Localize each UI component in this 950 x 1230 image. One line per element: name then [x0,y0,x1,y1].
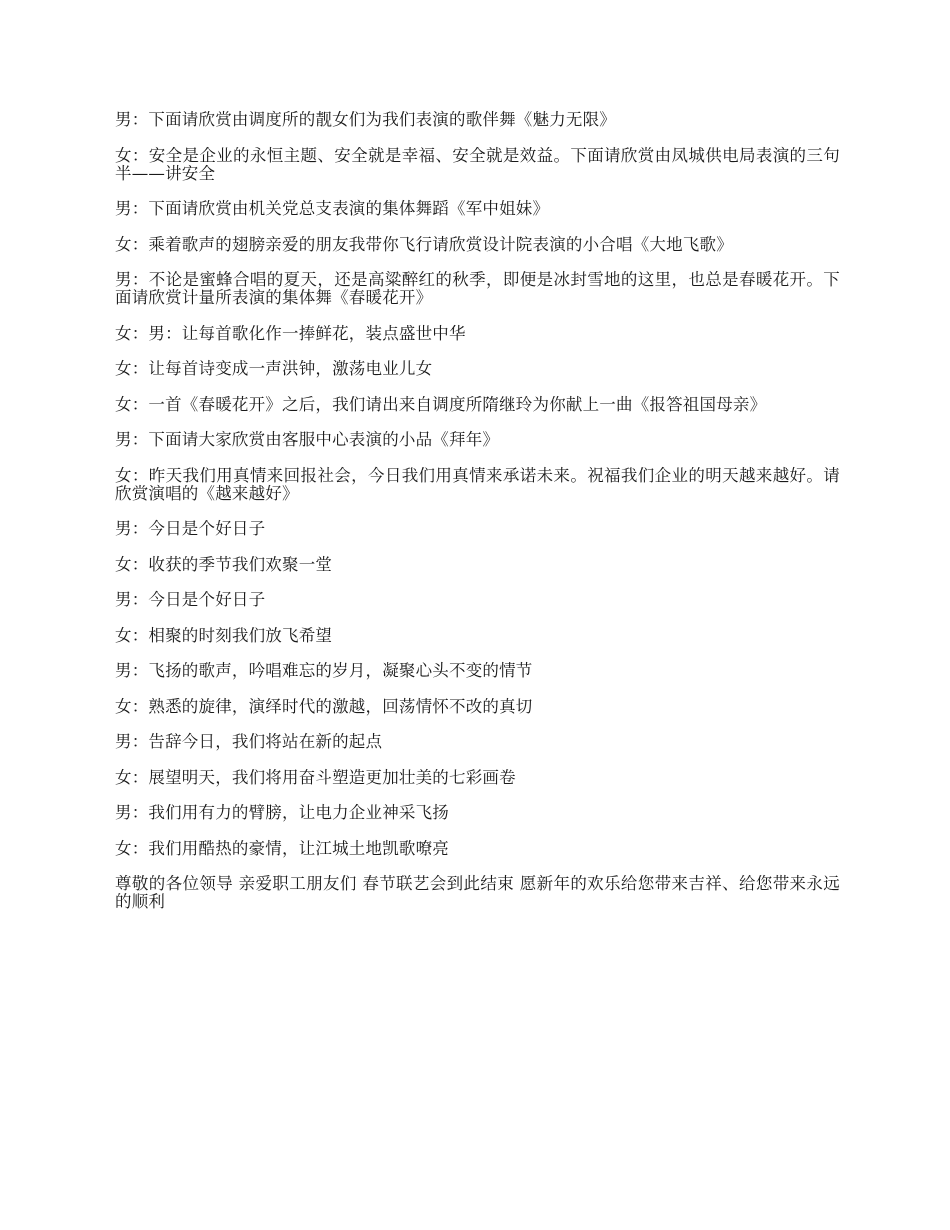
paragraph-4: 女：乘着歌声的翅膀亲爱的朋友我带你飞行请欣赏设计院表演的小合唱《大地飞歌》 [115,234,733,254]
paragraph-11: 男：今日是个好日子 [115,519,266,538]
paragraph-12: 女：收获的季节我们欢聚一堂 [115,554,333,574]
paragraph-7: 女：让每首诗变成一声洪钟，激荡电业儿女 [115,359,433,378]
paragraph-16: 女：熟悉的旋律，演绎时代的激越，回荡情怀不改的真切 [115,696,533,716]
paragraph-20: 女：我们用酷热的豪情，让江城土地凯歌嘹亮 [115,838,449,858]
paragraph-14: 女：相聚的时刻我们放飞希望 [115,625,333,645]
paragraph-1: 男：下面请欣赏由调度所的靓女们为我们表演的歌伴舞《魅力无限》 [115,110,616,129]
document-body [115,111,840,929]
paragraph-3: 男：下面请欣赏由机关党总支表演的集体舞蹈《军中姐妹》 [115,199,550,218]
paragraph-9: 男：下面请大家欣赏由客服中心表演的小品《拜年》 [115,430,500,449]
paragraph-10: 女：昨天我们用真情来回报社会，今日我们用真情来承诺未来。祝福我们企业的明天越来越好。请欣赏演唱的《越来越好》 [115,465,840,503]
paragraph-18: 女：展望明天，我们将用奋斗塑造更加壮美的七彩画卷 [115,767,516,787]
paragraph-15: 男：飞扬的歌声，吟唱难忘的岁月，凝聚心头不变的情节 [115,661,533,680]
paragraph-6: 女：男：让每首歌化作一捧鲜花，装点盛世中华 [115,323,466,343]
paragraph-13: 男：今日是个好日子 [115,590,266,609]
paragraph-21: 尊敬的各位领导 亲爱职工朋友们 春节联艺会到此结束 愿新年的欢乐给您带来吉祥、给您带来永远的顺利 [115,874,840,911]
paragraph-8: 女：一首《春暖花开》之后，我们请出来自调度所隋继玲为你献上一曲《报答祖国母亲》 [115,394,767,414]
paragraph-17: 男：告辞今日，我们将站在新的起点 [115,732,383,751]
paragraph-2: 女：安全是企业的永恒主题、安全就是幸福、安全就是效益。下面请欣赏由凤城供电局表演的三句半——讲安全 [115,145,840,183]
paragraph-5: 男：不论是蜜蜂合唱的夏天，还是高粱醉红的秋季，即便是冰封雪地的这里，也总是春暖花开。下面请欣赏计量所表演的集体舞《春暖花开》 [115,270,840,307]
paragraph-19: 男：我们用有力的臂膀，让电力企业神采飞扬 [115,803,449,822]
